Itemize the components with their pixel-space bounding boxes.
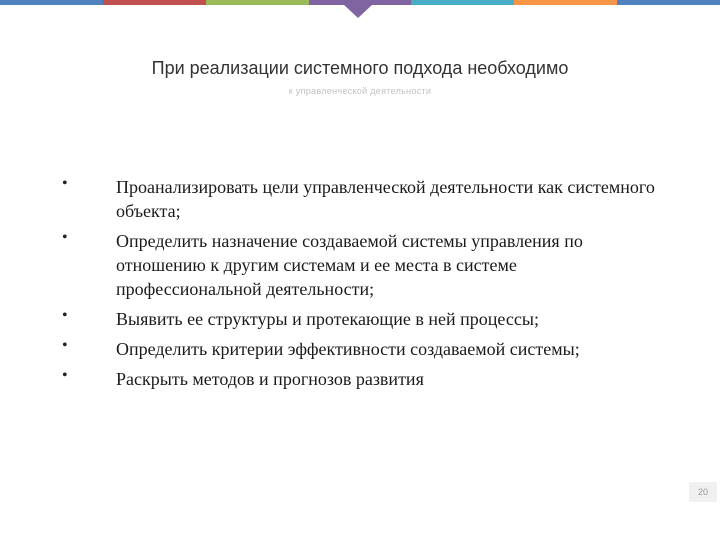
- slide-subtitle: к управленческой деятельности: [288, 86, 432, 96]
- color-segment-7: [617, 0, 720, 5]
- bullet-text: Выявить ее структуры и протекающие в ней процессы;: [116, 309, 539, 329]
- bullet-text: Проанализировать цели управленческой деятельности как системного объекта;: [116, 177, 655, 221]
- triangle-marker-icon: [343, 4, 373, 18]
- bullet-text: Определить критерии эффективности создаваемой системы;: [116, 339, 580, 359]
- color-segment-1: [0, 0, 103, 5]
- bullet-dot-icon: •: [62, 175, 68, 192]
- color-segment-5: [411, 0, 514, 5]
- bullet-dot-icon: •: [62, 307, 68, 324]
- bullet-text: Определить назначение создаваемой системы управления по отношению к другим системам и ее места в системе профессиональной деятельности;: [116, 231, 583, 299]
- bullet-dot-icon: •: [62, 337, 68, 354]
- color-segment-2: [103, 0, 206, 5]
- color-segment-3: [206, 0, 309, 5]
- page-number: 20: [689, 482, 717, 502]
- color-segment-6: [514, 0, 617, 5]
- slide-title: При реализации системного подхода необходимо: [151, 58, 569, 78]
- bullet-text: Раскрыть методов и прогнозов развития: [116, 369, 424, 389]
- bullet-dot-icon: •: [62, 367, 68, 384]
- bullet-dot-icon: •: [62, 229, 68, 246]
